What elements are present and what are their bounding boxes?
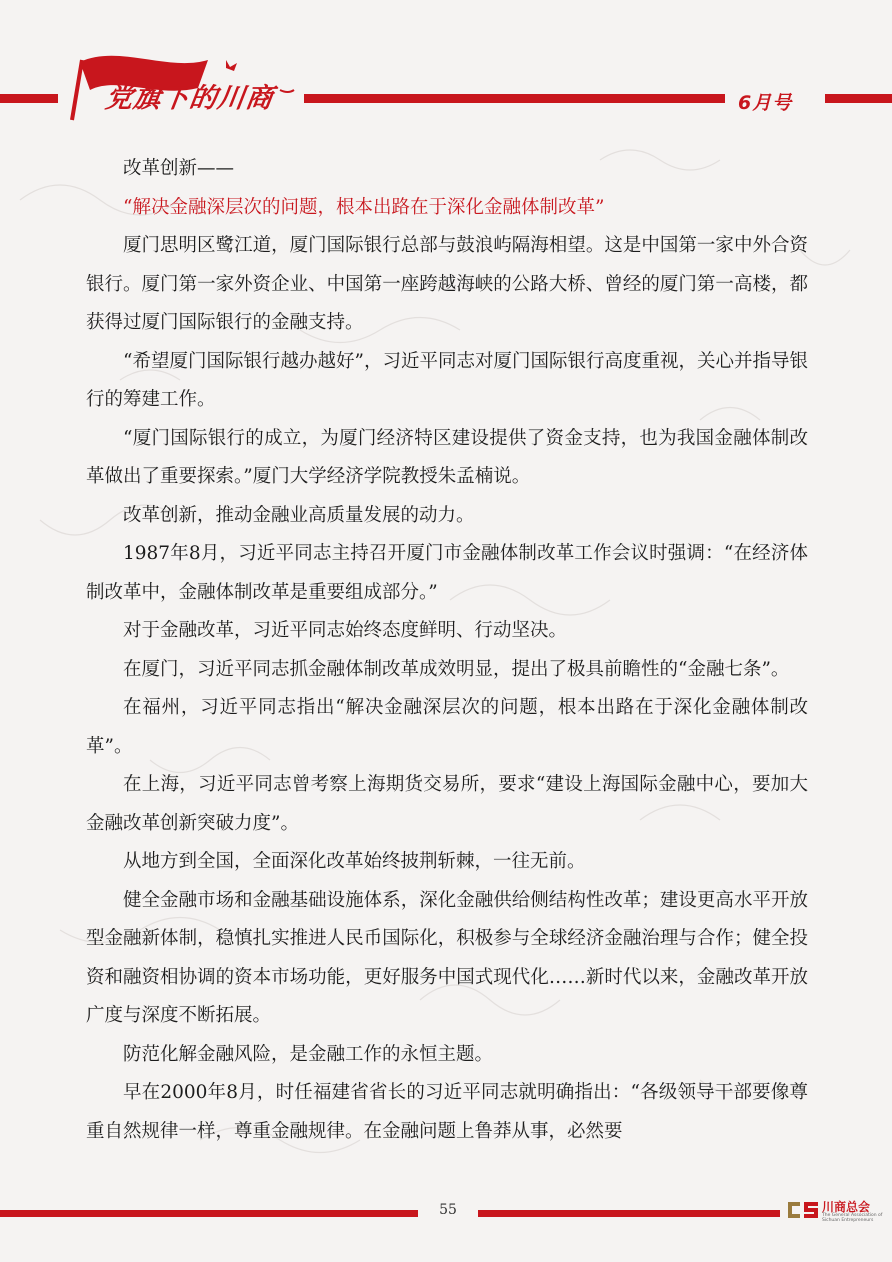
section-title: 改革创新—— [123, 158, 235, 179]
footer-rule-left [0, 1210, 418, 1217]
issue-label: 6月号 [738, 92, 793, 114]
paragraph: 在上海，习近平同志曾考察上海期货交易所，要求“建设上海国际金融中心，要加大金融改革创新突破力度”。 [86, 774, 808, 834]
association-name: 川商总会 [822, 1200, 871, 1214]
paragraph: 在厦门，习近平同志抓金融体制改革成效明显，提出了极具前瞻性的“金融七条”。 [123, 658, 790, 680]
footer-rule-right [478, 1210, 780, 1217]
page-number: 55 [439, 1202, 457, 1218]
paragraph: 早在2000年8月，时任福建省省长的习近平同志就明确指出：“各级领导干部要像尊重自然规律一样，尊重金融规律。在金融问题上鲁莽从事，必然要 [86, 1082, 808, 1142]
paragraph: 对于金融改革，习近平同志始终态度鲜明、行动坚决。 [123, 620, 568, 641]
paragraph: “希望厦门国际银行越办越好”，习近平同志对厦门国际银行高度重视，关心并指导银行的筹建工作。 [86, 350, 808, 410]
header-rule-left [0, 94, 58, 103]
logo-text: 党旗下的川商 [103, 83, 276, 114]
paragraph: “厦门国际银行的成立，为厦门经济特区建设提供了资金支持，也为我国金融体制改革做出了重要探索。”厦门大学经济学院教授朱孟楠说。 [86, 427, 808, 487]
association-mark-icon [786, 1198, 820, 1222]
paragraph: 防范化解金融风险，是金融工作的永恒主题。 [123, 1043, 494, 1065]
paragraph: 从地方到全国，全面深化改革始终披荆斩棘，一往无前。 [123, 851, 586, 872]
association-english-name: The General Association of Sichuan Entrepreneurs [822, 1213, 883, 1223]
paragraph: 厦门思明区鹭江道，厦门国际银行总部与鼓浪屿隔海相望。这是中国第一家中外合资银行。厦门第一家外资企业、中国第一座跨越海峡的公路大桥、曾经的厦门第一高楼，都获得过厦门国际银行的金融支持。 [86, 235, 808, 333]
section-subtitle-quote: “解决金融深层次的问题，根本出路在于深化金融体制改革” [123, 196, 605, 218]
article-body [86, 150, 808, 1151]
paragraph: 改革创新，推动金融业高质量发展的动力。 [123, 504, 475, 526]
magazine-logo [58, 42, 298, 122]
paragraph: 健全金融市场和金融基础设施体系，深化金融供给侧结构性改革；建设更高水平开放型金融新体制，稳慎扎实推进人民币国际化，积极参与全球经济金融治理与合作；健全投资和融资相协调的资本市场功能，更好服务中国式现代化……新时代以来，金融改革开放广度与深度不断拓展。 [86, 889, 808, 1026]
paragraph: 在福州，习近平同志指出“解决金融深层次的问题，根本出路在于深化金融体制改革”。 [86, 697, 808, 757]
association-logo [786, 1196, 886, 1226]
paragraph: 1987年8月，习近平同志主持召开厦门市金融体制改革工作会议时强调：“在经济体制改革中，金融体制改革是重要组成部分。” [86, 543, 808, 603]
